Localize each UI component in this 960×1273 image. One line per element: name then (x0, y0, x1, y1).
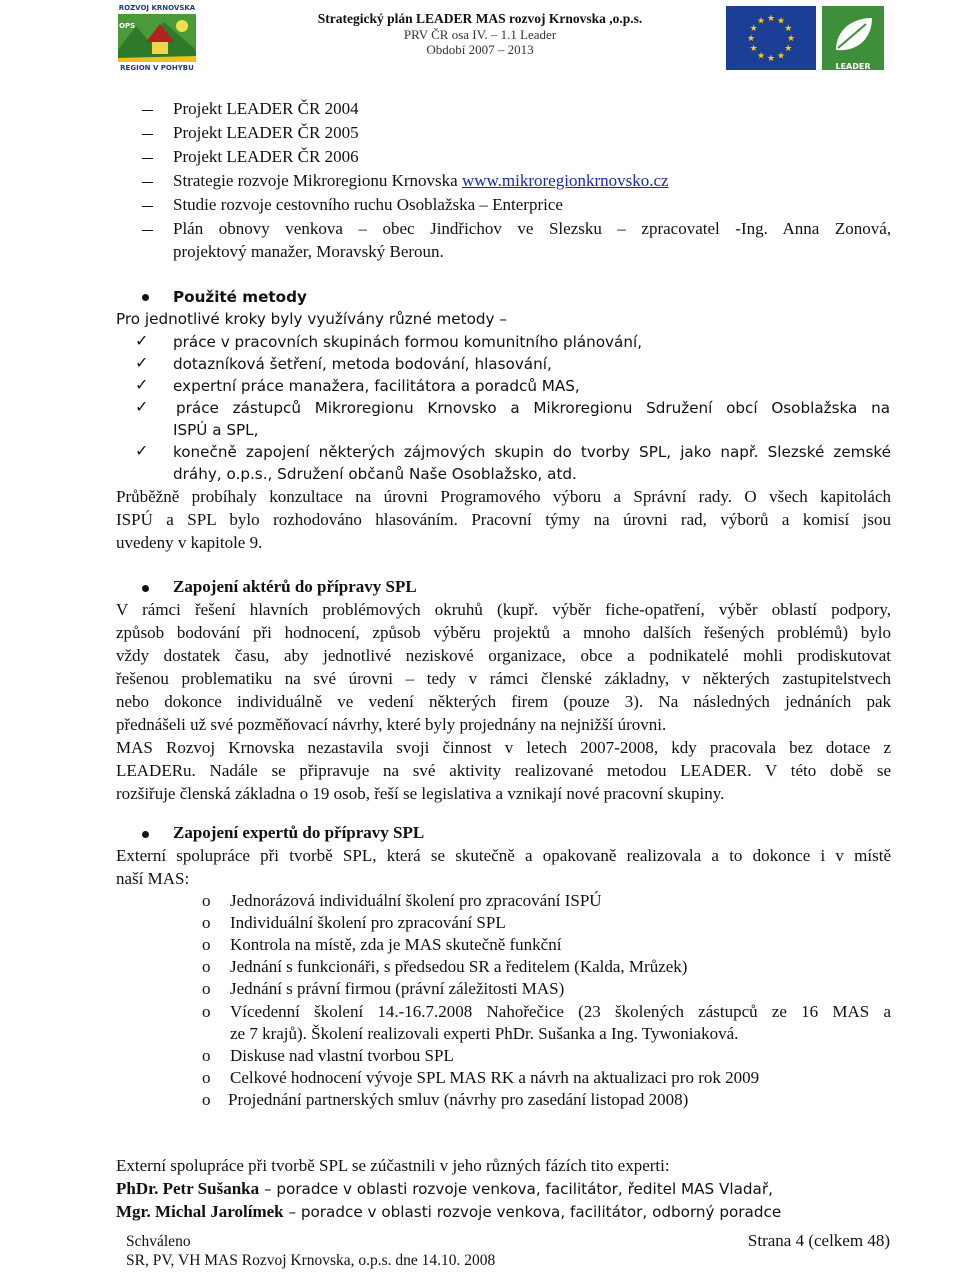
experty-intro-line1: Externí spolupráce při tvorbě SPL, která se skutečně a opakovaně realizovala a to dokonce i v místě (116, 846, 891, 865)
metody-intro: Pro jednotlivé kroky byly využívány různé metody – (116, 310, 507, 328)
metody-check-5-line2: dráhy, o.p.s., Sdružení občanů Naše Osoblažsko, atd. (173, 465, 577, 483)
experty-item-6-line1: Vícedenní školení 14.-16.7.2008 Nahořečice (23 školených zástupců ze 16 MAS a (230, 1002, 891, 1021)
logo-mid-text: OPS (119, 22, 136, 30)
aktery-line2: způsob bodování při hodnocení, způsob výběru projektů a mnoho dalších řešených problémů) bylo (116, 623, 891, 642)
dash-bullet (142, 230, 153, 231)
metody-check-4-line1: práce zástupců Mikroregionu Krnovsko a Mikroregionu Sdružení obcí Osoblažska na (176, 399, 890, 417)
list-bullet-o: o (202, 1090, 211, 1109)
eu-star-icon: ★ (749, 24, 758, 34)
eu-star-icon: ★ (776, 16, 786, 27)
aktery-line4: řešenou problematiku na své úrovni – tedy v rámci členské základny, v některých zastupitelstvech (116, 669, 891, 688)
metody-check-1: práce v pracovních skupinách formou komunitního plánování, (173, 333, 643, 351)
dash-item-3: Projekt LEADER ČR 2006 (173, 147, 359, 166)
experty-item-2: Individuální školení pro zpracování SPL (230, 913, 506, 932)
leader-logo (822, 6, 884, 70)
expert-1-name: PhDr. Petr Sušanka (116, 1179, 260, 1198)
experty-item-3: Kontrola na místě, zda je MAS skutečně funkční (230, 935, 562, 954)
eu-star-icon: ★ (776, 51, 786, 62)
logo-bottom-text: REGION V POHYBU (120, 64, 194, 72)
aktery-line7: MAS Rozvoj Krnovska nezastavila svoji činnost v letech 2007-2008, kdy pracovala bez dotace z (116, 738, 891, 757)
footer-page-number: Strana 4 (celkem 48) (747, 1231, 890, 1250)
aktery-line8: LEADERu. Nadále se připravuje na své aktivity realizované metodou LEADER. V této době se (116, 761, 891, 780)
expert-2-name: Mgr. Michal Jarolímek (116, 1202, 284, 1221)
metody-para-line3: uvedeny v kapitole 9. (116, 533, 263, 552)
dash-bullet (142, 134, 153, 135)
metody-para-line2: ISPÚ a SPL bylo rozhodováno hlasováním. Pracovní týmy na úrovni rad, výborů a komisí jsou (116, 510, 891, 529)
experty-closing: Externí spolupráce při tvorbě SPL se zúčastnili v jeho různých fázích tito experti: (116, 1156, 670, 1175)
aktery-line5: nebo dokonce individuálně ve vedení některých firem (pouze 3). Na následných jednáních pak (116, 692, 891, 711)
section-bullet (142, 294, 149, 301)
eu-star-icon: ★ (766, 54, 776, 64)
eu-star-icon: ★ (784, 44, 793, 54)
eu-flag-logo (726, 6, 816, 70)
metody-check-5-line1: konečně zapojení některých zájmových skupin do tvorby SPL, jako např. Slezské zemské (173, 443, 891, 461)
section-bullet (142, 585, 149, 592)
eu-star-icon: ★ (756, 51, 766, 62)
list-bullet-o: o (202, 891, 211, 910)
eu-flag-icon (726, 6, 816, 70)
header-title: Strategický plán LEADER MAS rozvoj Krnovska ,o.p.s. (317, 11, 643, 26)
experty-heading: Zapojení expertů do přípravy SPL (173, 823, 425, 842)
metody-heading: Použité metody (173, 288, 307, 306)
eu-star-icon: ★ (766, 14, 776, 24)
mikroregion-link[interactable]: www.mikroregionkrnovsko.cz (461, 171, 669, 190)
dash-item-2: Projekt LEADER ČR 2005 (173, 123, 359, 142)
footer-approved: Schváleno (126, 1233, 191, 1250)
aktery-line1: V rámci řešení hlavních problémových okruhů (kupř. výběr fiche-opatření, výběr oblastí podpory, (116, 600, 891, 619)
eu-star-icon: ★ (784, 24, 793, 34)
experty-item-8: Celkové hodnocení vývoje SPL MAS RK a návrh na aktualizaci pro rok 2009 (230, 1068, 760, 1087)
header-sub-2: Období 2007 – 2013 (426, 42, 534, 57)
eu-star-icon: ★ (746, 34, 756, 44)
experty-item-7: Diskuse nad vlastní tvorbou SPL (230, 1046, 454, 1065)
eu-star-icon: ★ (756, 16, 766, 27)
dash-item-plan-line2: projektový manažer, Moravský Beroun. (173, 242, 444, 261)
dash-bullet (142, 158, 153, 159)
experty-item-6-line2: ze 7 krajů). Školení realizovali experti PhDr. Sušanka a Ing. Tywoniaková. (230, 1024, 739, 1043)
rozvoj-krnovska-logo (116, 4, 198, 74)
aktery-line3: vždy dostatek času, aby jednotlivé neziskové organizace, obce a podnikatelé mohli prodiskutovat (116, 646, 891, 665)
dash-item-plan-line1: Plán obnovy venkova – obec Jindřichov ve Slezsku – zpracovatel -Ing. Anna Zonová, (173, 219, 891, 238)
aktery-line6: přednášeli už své pozměňovací návrhy, které byly projednány na nejnižší úrovni. (116, 715, 667, 734)
list-bullet-o: o (202, 1046, 211, 1065)
section-bullet (142, 831, 149, 838)
logo-top-text: ROZVOJ KRNOVSKA (118, 4, 196, 12)
expert-1-desc: – poradce v oblasti rozvoje venkova, facilitátor, ředitel MAS Vladař, (259, 1180, 773, 1198)
expert-1 (116, 1178, 773, 1201)
dash-item-1: Projekt LEADER ČR 2004 (173, 99, 359, 118)
experty-item-4: Jednání s funkcionáři, s předsedou SR a ředitelem (Kalda, Mrůzek) (230, 957, 688, 976)
leader-logo-text: LEADER (835, 62, 871, 71)
strategy-text: Strategie rozvoje Mikroregionu Krnovska (173, 171, 462, 190)
header-sub-1: PRV ČR osa IV. – 1.1 Leader (403, 27, 557, 42)
experty-item-5: Jednání s právní firmou (právní záležitosti MAS) (230, 979, 565, 998)
list-bullet-o: o (202, 979, 211, 998)
metody-check-4-line2: ISPÚ a SPL, (173, 421, 259, 439)
eu-star-icon: ★ (749, 44, 758, 54)
dash-bullet (142, 110, 153, 111)
list-bullet-o: o (202, 935, 211, 954)
check-icon: ✓ (135, 375, 149, 394)
dash-item-strategy (173, 170, 669, 193)
expert-2 (116, 1201, 781, 1224)
eu-star-icon: ★ (786, 34, 796, 44)
list-bullet-o: o (202, 1002, 211, 1021)
check-icon: ✓ (135, 331, 149, 350)
expert-2-desc: – poradce v oblasti rozvoje venkova, facilitátor, odborný poradce (283, 1203, 782, 1221)
dash-bullet (142, 182, 153, 183)
metody-check-2: dotazníková šetření, metoda bodování, hlasování, (173, 355, 552, 373)
dash-bullet (142, 206, 153, 207)
check-icon: ✓ (135, 353, 149, 372)
aktery-heading: Zapojení aktérů do přípravy SPL (173, 577, 417, 596)
list-bullet-o: o (202, 913, 211, 932)
list-bullet-o: o (202, 957, 211, 976)
experty-intro-line2: naší MAS: (116, 869, 190, 888)
check-icon: ✓ (135, 397, 149, 416)
list-bullet-o: o (202, 1068, 211, 1087)
footer-approved-by: SR, PV, VH MAS Rozvoj Krnovska, o.p.s. dne 14.10. 2008 (126, 1252, 496, 1269)
metody-check-3: expertní práce manažera, facilitátora a poradců MAS, (173, 377, 580, 395)
aktery-line9: rozšiřuje členská základna o 19 osob, řeší se legislativa a vznikají nové pracovní skupiny. (116, 784, 725, 803)
metody-para-line1: Průběžně probíhaly konzultace na úrovni Programového výboru a Správní rady. O všech kapitolách (116, 487, 891, 506)
dash-item-studie: Studie rozvoje cestovního ruchu Osoblažska – Enterprice (173, 195, 563, 214)
experty-item-9: Projednání partnerských smluv (návrhy pro zasedání listopad 2008) (228, 1090, 689, 1109)
check-icon: ✓ (135, 441, 149, 460)
experty-item-1: Jednorázová individuální školení pro zpracování ISPÚ (230, 891, 602, 910)
